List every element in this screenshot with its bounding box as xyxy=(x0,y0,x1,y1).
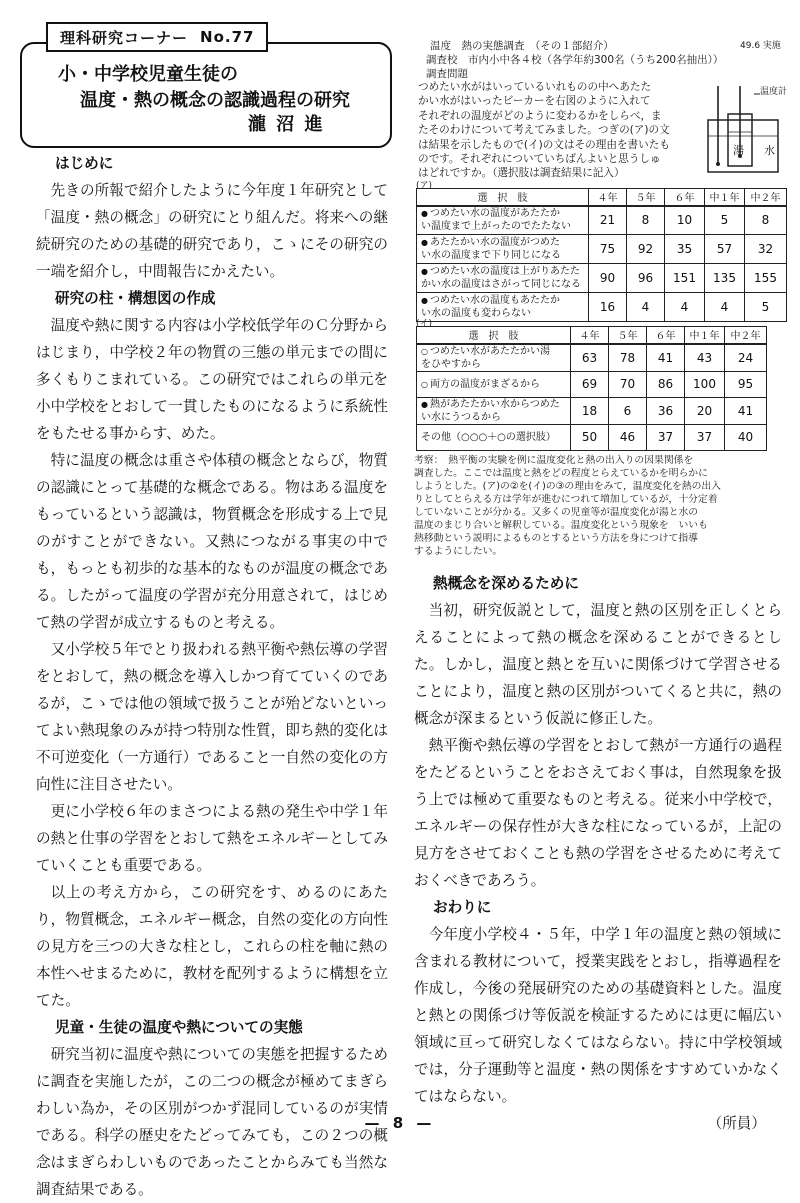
survey-question-heading: 調査問題 xyxy=(426,68,468,80)
survey-title: 温度 熱の実態調査 （その１部紹介） xyxy=(430,40,614,52)
count-cell: 32 xyxy=(745,235,787,264)
table-a-label: (ア) xyxy=(416,181,433,191)
corner-label-tab xyxy=(46,22,268,52)
article-title-line-2: 温度・熱の概念の認識過程の研究 xyxy=(80,90,350,111)
table-row xyxy=(417,424,767,450)
survey-consideration xyxy=(414,454,786,558)
option-mark: ● xyxy=(421,399,428,409)
count-cell: 24 xyxy=(725,344,767,372)
count-cell: 4 xyxy=(705,293,745,322)
table-header-cell: 中２年 xyxy=(745,189,787,206)
count-cell: 36 xyxy=(647,397,685,424)
table-header-cell: 中１年 xyxy=(705,189,745,206)
consideration-line: 調査した。ここでは温度と熱をどの程度とらえているかを明らかに xyxy=(414,468,708,479)
option-cell xyxy=(417,235,589,264)
option-text-line: をひやすから xyxy=(421,358,481,370)
option-mark: ● xyxy=(421,209,428,219)
consideration-line: 考察： 熱平衡の実験を例に温度変化と熱の出入りの因果関係を xyxy=(414,455,694,466)
survey-question-line: のです。それぞれについていちばんよいと思うしゅ xyxy=(418,153,661,166)
count-cell: 43 xyxy=(685,344,725,372)
table-header-cell: ６年 xyxy=(647,327,685,344)
table-header-cell: 選 択 肢 xyxy=(417,189,589,206)
table-b-label: (イ) xyxy=(416,319,433,329)
count-cell: 5 xyxy=(745,293,787,322)
count-cell: 8 xyxy=(745,206,787,235)
survey-table-b xyxy=(416,326,767,451)
count-cell: 75 xyxy=(589,235,627,264)
body-paragraph: 熱平衡や熱伝導の学習をとおして熱が一方通行の過程をたどるということをおさえておく事は，自然現象を扱う上では極めて重要なものと考える。従来小中学校で，エネルギーの保存性が大きな柱になっているが，上記の見方をさせておくことも熱の学習をさせるために考えておくべきであろう。 xyxy=(414,737,782,889)
section-heading: 児童・生徒の温度や熱についての実態 xyxy=(54,1019,303,1036)
option-cell xyxy=(417,264,589,293)
count-cell: 4 xyxy=(665,293,705,322)
count-cell: 18 xyxy=(571,397,609,424)
body-paragraph: 温度や熱に関する内容は小学校低学年のＣ分野からはじまり，中学校２年の物質の三態の単元までの間に多くもりこまれている。この研究ではこれらの単元を小中学校をとおして一貫したものになるように系統性をもたせる事からす、めた。 xyxy=(36,317,388,442)
table-header-cell: ４年 xyxy=(571,327,609,344)
corner-number: No.77 xyxy=(200,28,255,46)
count-cell: 8 xyxy=(627,206,665,235)
consideration-line: しようとした。(ア)の②を(イ)の③の理由をみて，温度変化を熱の出入 xyxy=(414,481,721,492)
count-cell: 20 xyxy=(685,397,725,424)
body-paragraph: 当初，研究仮説として，温度と熱の区別を正しくとらえることによって熱の概念を深めることができるとした。しかし，温度と熱とを互いに関係づけて学習させることにより，温度と熱の区別がついてくると共に，熱の概念が深まるという仮説に修正した。 xyxy=(414,602,782,727)
option-mark: ● xyxy=(421,238,428,247)
count-cell: 90 xyxy=(589,264,627,293)
option-cell xyxy=(417,293,589,322)
closing-note: （所員） xyxy=(707,1115,766,1132)
table-row xyxy=(417,206,787,235)
count-cell: 16 xyxy=(589,293,627,322)
option-cell xyxy=(417,424,571,450)
body-paragraph: 特に温度の概念は重さや体積の概念とならび，物質の認識にとって基礎的な概念である。物はある温度をもっているという認識は，物質概念を形成する上で見のがすことができない。又熱につながる事実の中でも，もっとも初歩的な基本的なものが温度の概念である。したがって温度の学習が充分用意されて，はじめて熱の学習が成立するものと考える。 xyxy=(36,452,388,631)
survey-question-line: それぞれの温度がどのように変わるかをしらべ，ま xyxy=(418,109,662,122)
table-header-cell: ５年 xyxy=(627,189,665,206)
count-cell: 86 xyxy=(647,371,685,397)
survey-question-text xyxy=(418,80,692,181)
table-row xyxy=(417,397,767,424)
option-text-line: その他（○○○＋○の選択肢） xyxy=(421,431,556,443)
option-cell xyxy=(417,397,571,424)
count-cell: 57 xyxy=(705,235,745,264)
corner-label: 理科研究コーナー xyxy=(60,28,189,47)
table-row xyxy=(417,293,787,322)
count-cell: 37 xyxy=(647,424,685,450)
survey-question-line: たそのわけについて考えてみました。つぎの(ア)の文 xyxy=(418,124,670,137)
count-cell: 100 xyxy=(685,371,725,397)
option-text-line: い温度まで上がったのでたたない xyxy=(421,221,571,233)
option-text-line: 両方の温度がまざるから xyxy=(429,378,540,390)
count-cell: 41 xyxy=(647,344,685,372)
option-text-line: い水にうつるから xyxy=(421,411,501,423)
cold-water-label: 水 xyxy=(764,144,775,157)
option-text-line: つめたい水の温度があたたか xyxy=(429,208,560,220)
count-cell: 10 xyxy=(665,206,705,235)
count-cell: 69 xyxy=(571,371,609,397)
table-header-cell: ６年 xyxy=(665,189,705,206)
page-number: — 8 — xyxy=(364,1114,436,1132)
body-paragraph: 研究当初に温度や熱についての実態を把握するために調査を実施したが，この二つの概念が極めてまぎらわしい為か，その区別がつかず混同しているのが実情である。科学の歴史をたどってみても，この２つの概念はまぎらわしいものであったことからみても当然な調査結果である。 xyxy=(36,1046,388,1198)
option-mark: ● xyxy=(421,267,428,276)
count-cell: 70 xyxy=(609,371,647,397)
table-row xyxy=(417,344,767,372)
count-cell: 151 xyxy=(665,264,705,293)
table-row xyxy=(417,371,767,397)
count-cell: 96 xyxy=(627,264,665,293)
survey-date: 49.6 実施 xyxy=(740,41,781,51)
count-cell: 46 xyxy=(609,424,647,450)
option-text-line: つめたい水があたたかい湯 xyxy=(429,345,550,357)
option-text-line: い水の温度まで下り同じになる xyxy=(421,250,561,261)
body-paragraph: 又小学校５年でとり扱われる熱平衡や熱伝導の学習をとおして，熱の概念を導入しかつ育てていくのであるが，こゝでは他の領域で扱うことが殆どないといってよい熱現象のみが持つ特別な性質，即ち熱的変化は不可逆変化（一方通行）であること一自然の変化の方向性に注目させたい。 xyxy=(36,641,388,793)
count-cell: 41 xyxy=(725,397,767,424)
section-heading: はじめに xyxy=(54,155,114,172)
option-text-line: い水の温度も変わらない xyxy=(421,308,531,319)
option-mark: ○ xyxy=(421,346,428,356)
option-text-line: つめたい水の温度は上がりあたた xyxy=(429,266,580,277)
option-text-line: あたたかい水の温度がつめた xyxy=(429,237,560,248)
consideration-line: 温度のまじり合いと解釈している。温度変化という現象を いいも xyxy=(414,520,708,531)
left-column-body xyxy=(36,150,388,1203)
count-cell: 5 xyxy=(705,206,745,235)
count-cell: 21 xyxy=(589,206,627,235)
section-heading: 研究の柱・構想図の作成 xyxy=(54,290,216,307)
table-header-cell: ５年 xyxy=(609,327,647,344)
table-header-cell: 中１年 xyxy=(685,327,725,344)
consideration-line: するようにしたい。 xyxy=(414,546,503,557)
count-cell: 6 xyxy=(609,397,647,424)
author-name: 瀧 沼 進 xyxy=(248,114,325,135)
count-cell: 155 xyxy=(745,264,787,293)
count-cell: 95 xyxy=(725,371,767,397)
thermometer-label: 温度計 xyxy=(760,87,788,97)
option-text-line: つめたい水の温度もあたたか xyxy=(429,295,560,306)
survey-question-line: つめたい水がはいっているいれものの中へあたた xyxy=(418,81,652,93)
option-mark: ● xyxy=(421,296,428,305)
table-header-cell: ４年 xyxy=(589,189,627,206)
option-mark: ○ xyxy=(421,379,428,389)
count-cell: 63 xyxy=(571,344,609,372)
option-text-line: 熱があたたかい水からつめた xyxy=(429,398,560,410)
table-header-cell: 選 択 肢 xyxy=(417,327,571,344)
survey-question-line: かい水がはいったビーカーを右図のように入れて xyxy=(418,95,651,108)
count-cell: 50 xyxy=(571,424,609,450)
consideration-line: 熱移動という説明によるものとするという方法を身につけて指導 xyxy=(414,533,698,544)
option-cell xyxy=(417,344,571,372)
right-column-body xyxy=(414,570,782,1137)
article-title-line-1: 小・中学校児童生徒の xyxy=(58,64,238,85)
body-paragraph: 以上の考え方から，この研究をす、めるのにあたり，物質概念，エネルギー概念，自然の変化の方向性の見方を三つの大きな柱とし，これらの柱を軸に熱の本性へせまるために，教材を配列するように構想を立てた。 xyxy=(36,884,388,1009)
body-paragraph: 先きの所報で紹介したように今年度１年研究として「温度・熱の概念」の研究にとり組んだ。将来への継続研究のための基礎的研究であり，こゝにその研究の一端を紹介し，中間報告にかえたい。 xyxy=(36,182,388,280)
survey-question-line: はどれですか。（選択肢は調査結果に記入） xyxy=(418,167,625,180)
count-cell: 37 xyxy=(685,424,725,450)
option-cell xyxy=(417,206,589,235)
section-heading: おわりに xyxy=(432,899,492,916)
table-row xyxy=(417,264,787,293)
survey-table-a xyxy=(416,188,787,322)
count-cell: 35 xyxy=(665,235,705,264)
survey-target: 調査校 市内小中各４校（各学年約300名（うち200名抽出）） xyxy=(426,54,724,66)
count-cell: 78 xyxy=(609,344,647,372)
consideration-line: していないことが分かる。又多くの児童等が温度変化が湯と水の xyxy=(414,507,699,518)
count-cell: 135 xyxy=(705,264,745,293)
count-cell: 40 xyxy=(725,424,767,450)
body-paragraph: 今年度小学校４・５年，中学１年の温度と熱の領域に含まれる教材について，授業実践をとおし，指導過程を作成し，今後の発展研究のための基礎資料とした。温度と熱との関係づけ等仮説を検証するためには更に幅広い領域に亘って研究しなくてはならない。持に中学校領域では，分子運動等と温度・熱の関係をすすめていかなくてはならない。 xyxy=(414,926,782,1105)
survey-question-line: は結果を示したもので(イ)の文はその理由を書いたも xyxy=(418,138,670,151)
option-text-line: かい水の温度はさがって同じになる xyxy=(421,279,581,290)
body-paragraph: 更に小学校６年のまさつによる熱の発生や中学１年の熱と仕事の学習をとおして熱をエネルギーとしてみていくことも重要である。 xyxy=(36,803,388,874)
table-header-cell: 中２年 xyxy=(725,327,767,344)
table-row xyxy=(417,235,787,264)
hot-water-label: 湯 xyxy=(733,144,744,157)
consideration-line: りとしてとらえる方は学年が進むにつれて増加しているが，十分定着 xyxy=(414,494,718,505)
section-heading: 熱概念を深めるために xyxy=(432,575,579,592)
count-cell: 4 xyxy=(627,293,665,322)
count-cell: 92 xyxy=(627,235,665,264)
option-cell xyxy=(417,371,571,397)
